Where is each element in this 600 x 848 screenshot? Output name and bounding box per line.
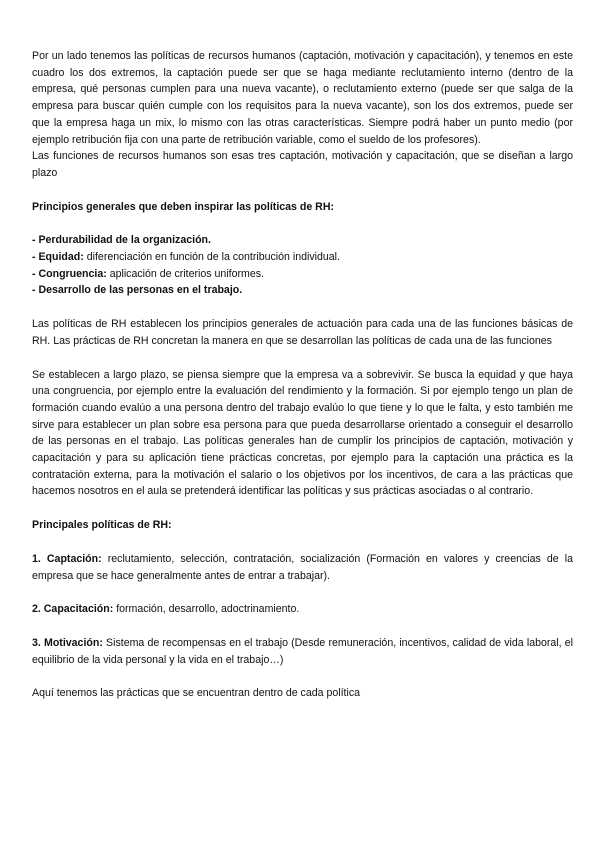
cierre-paragraph: Aquí tenemos las prácticas que se encuentran dentro de cada política: [32, 687, 361, 700]
motivacion-text: Sistema de recompensas en el trabajo (Desde remuneración, incentivos, calidad de vida laboral, el equilibrio de la vida personal y la vida en el trabajo…): [32, 636, 574, 666]
captacion-text: reclutamiento, selección, contratación, socialización (Formación en valores y creencias de la empresa que se hace generalmente antes de entrar a trabajar).: [32, 552, 573, 582]
politica-capacitacion: [32, 601, 573, 618]
principio-perdurabilidad-bold: - Perdurabilidad de la organización.: [32, 234, 211, 247]
principales-heading-text: Principales políticas de RH:: [32, 519, 172, 532]
principios-heading: [32, 199, 573, 216]
politicas-practicas-paragraph: Las políticas de RH establecen los principios generales de actuación para cada una de las funciones básicas de RH. Las prácticas de RH concretan la manera en que se desarrollan las políticas de cada una de las funciones: [32, 318, 573, 347]
principios-heading-text: Principios generales que deben inspirar las políticas de RH:: [32, 200, 335, 213]
politica-captacion: [32, 551, 573, 584]
politica-motivacion: [32, 635, 573, 668]
principio-equidad: [32, 249, 573, 266]
funciones-paragraph: Las funciones de recursos humanos son esas tres captación, motivación y capacitación, que se diseñan a largo plazo: [32, 150, 573, 179]
principio-equidad-text: diferenciación en función de la contribución individual.: [83, 251, 340, 264]
principales-heading: [32, 517, 573, 534]
captacion-label: 1. Captación:: [32, 552, 102, 565]
principio-desarrollo: [32, 282, 573, 299]
principio-perdurabilidad: [32, 232, 573, 249]
principio-equidad-bold: - Equidad:: [32, 251, 84, 264]
principio-congruencia-bold: - Congruencia:: [32, 267, 107, 280]
largo-plazo-paragraph: Se establecen a largo plazo, se piensa siempre que la empresa va a sobrevivir. Se busca la equidad y que haya una congruencia, por ejemplo entre la evaluación del rendimiento y la formación. Si por ejemplo tengo un plan de formación cuando evalúo a una persona dentro del trabajo evalúo lo que tiene y lo que le falta, y esto también me sirve para establecer un plan sobre esa persona para que pueda desarrollarse orientado a conseguir el desarrollo de las personas en el trabajo. Las políticas generales han de cumplir los principios de captación, motivación y capacitación y para su aplicación tiene prácticas concretas, por ejemplo para la captación una práctica es la contratación externa, para la motivación el salario o los objetivos por los incentivos, de cara a las prácticas que hacemos nosotros en el aula se pretenderá identificar las políticas y sus prácticas asociadas o al contrario.: [32, 368, 573, 498]
principio-congruencia: [32, 266, 573, 283]
principio-desarrollo-bold: - Desarrollo de las personas en el trabajo.: [32, 284, 243, 297]
capacitacion-label: 2. Capacitación:: [32, 603, 114, 616]
intro-paragraph: Por un lado tenemos las políticas de recursos humanos (captación, motivación y capacitación), y tenemos en este cuadro los dos extremos, la captación puede ser que se haga mediante reclutamiento interno (dentro de la empresa, qué personas cumplen para una nueva vacante), o reclutamiento externo (puede ser que salga de la empresa para buscar quién cumple con los requisitos para la nueva vacante), son los dos extremos, puede ser que la empresa haga un mix, lo mismo con las otras características. Siempre podrá haber un punto medio (por ejemplo retribución fija con una parte de retribución variable, como el sueldo de los profesores).: [32, 50, 573, 146]
motivacion-label: 3. Motivación:: [32, 636, 103, 649]
document-body: [32, 48, 573, 702]
principio-congruencia-text: aplicación de criterios uniformes.: [106, 267, 264, 280]
capacitacion-text: formación, desarrollo, adoctrinamiento.: [113, 603, 300, 616]
